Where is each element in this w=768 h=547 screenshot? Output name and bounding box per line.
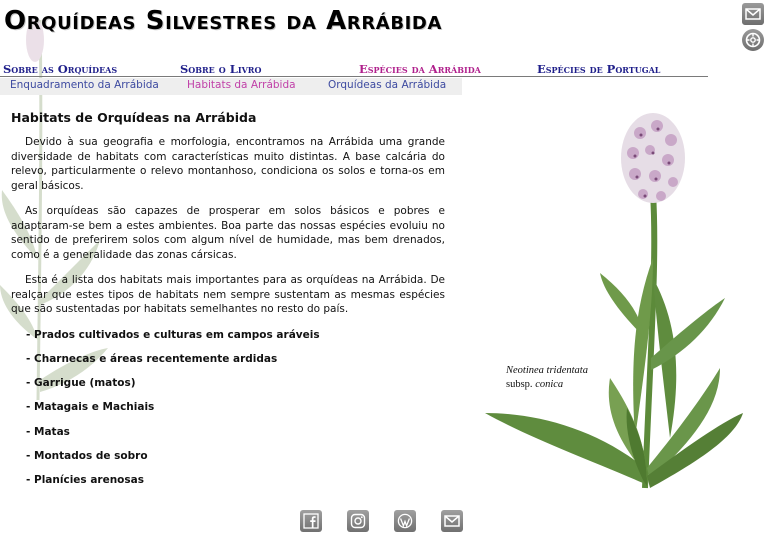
habitat-item: - Matagais e Machiais: [26, 401, 155, 414]
facebook-icon: [303, 513, 319, 529]
mail-icon: [745, 7, 761, 21]
instagram-icon: [350, 513, 366, 529]
paragraph-lista: Esta é a lista dos habitats mais importantes para as orquídeas na Arrábida. De realçar que estes tipos de habitats nem sempre sustentam as mesmas espécies que são sustentadas por habitats semelhantes no resto do país.: [11, 274, 445, 315]
habitat-item: - Planícies arenosas: [26, 474, 144, 487]
habitat-item: - Garrigue (matos): [26, 377, 136, 390]
instagram-link[interactable]: [347, 510, 369, 532]
paragraph-solos: As orquídeas são capazes de prosperar em solos básicos e pobres e adaptaram-se bem a estes ambientes. Boa parte das nossas espécies evoluiu no sentido de preferirem solos com algum nível de humidade, mas bem drenados, como é a generalidade das zonas cársicas.: [11, 205, 445, 261]
caption-subsp-prefix: subsp.: [506, 379, 536, 390]
top-settings-button[interactable]: [742, 29, 764, 51]
nav-sobre-orquideas[interactable]: Sobre as Orquídeas: [3, 62, 118, 76]
habitat-item: - Matas: [26, 425, 70, 438]
habitat-item: - Montados de sobro: [26, 449, 148, 462]
caption-subsp: conica: [535, 379, 564, 390]
sub-navigation: [0, 78, 462, 95]
main-navigation: [0, 62, 708, 77]
top-mail-button[interactable]: [742, 3, 764, 25]
subnav-orquideas[interactable]: Orquídeas da Arrábida: [328, 79, 447, 91]
subnav-habitats[interactable]: Habitats da Arrábida: [187, 79, 296, 91]
footer-mail-link[interactable]: [441, 510, 463, 532]
wordpress-icon: [397, 513, 413, 529]
subnav-enquadramento[interactable]: Enquadramento da Arrábida: [10, 79, 159, 91]
orchid-photo: [485, 108, 747, 498]
photo-caption: [506, 364, 616, 392]
caption-species: Neotinea tridentata: [506, 365, 588, 376]
settings-icon: [744, 31, 762, 49]
facebook-link[interactable]: [300, 510, 322, 532]
habitats-list: [11, 328, 445, 498]
habitat-item: - Prados cultivados e culturas em campos aráveis: [26, 328, 320, 341]
mail-icon: [444, 514, 460, 528]
site-title: Orquídeas Silvestres da Arrábida: [4, 6, 443, 36]
nav-sobre-livro[interactable]: Sobre o Livro: [180, 62, 262, 76]
nav-especies-portugal[interactable]: Espécies de Portugal: [537, 62, 661, 76]
habitat-item: - Charnecas e áreas recentemente ardidas: [26, 352, 278, 365]
paragraph-geografia: Devido à sua geografia e morfologia, encontramos na Arrábida uma grande diversidade de habitats com características muito distintas. A base calcária do relevo, particularmente o relevo montanhoso, condiciona os solos e torna-os em geral básicos.: [11, 136, 445, 192]
wordpress-link[interactable]: [394, 510, 416, 532]
nav-especies-arrabida[interactable]: Espécies da Arrábida: [359, 62, 481, 76]
page-heading: Habitats de Orquídeas na Arrábida: [11, 110, 257, 125]
main-content: [11, 110, 445, 498]
